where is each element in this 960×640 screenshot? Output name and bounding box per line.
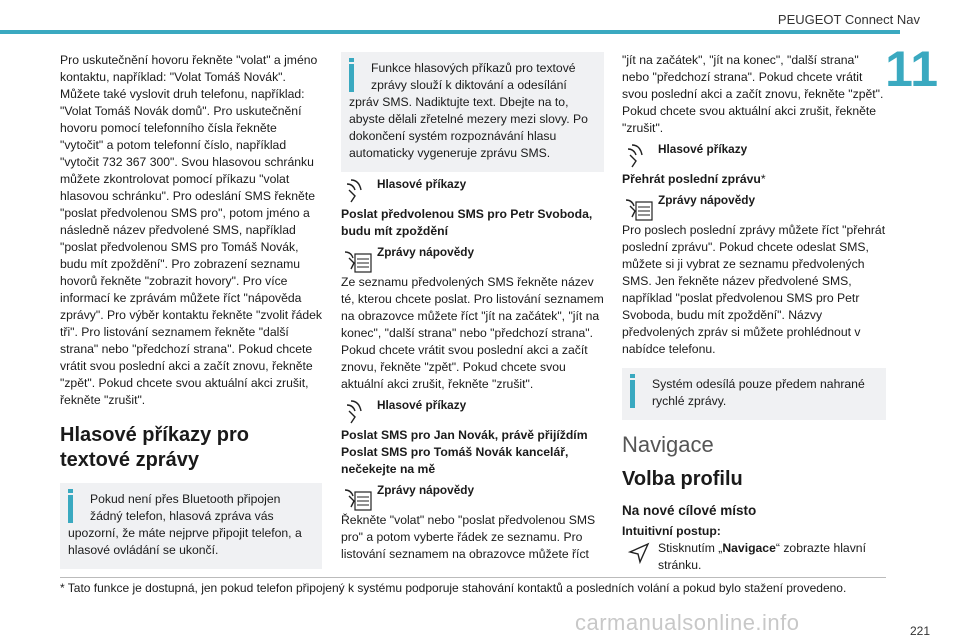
help-message-text: Řekněte "volat" nebo "poslat předvolenou SMS pro" a potom vyberte řádek ze seznamu. Pro listování seznamem na obrazovce můžete říct [341,513,596,561]
footnote-marker: * [760,172,766,186]
help-message-text: Ze seznamu předvolených SMS řekněte název té, kterou chcete poslat. Pro listování seznamem na obrazovce můžete říct "jít na začátek", "jít na konec", "další strana" nebo "předchozí strana". Pokud chcete vrátit svou poslední akci a začít znovu, řekněte "zpět". Pokud chcete svou aktuální akci zrušit, řekněte "zrušit". [341,275,604,391]
voice-command-example-row [622,171,886,188]
info-icon [68,495,73,523]
voice-command-label: Hlasové příkazy [658,142,748,156]
info-box [622,368,886,420]
help-message-label: Zprávy nápovědy [377,245,475,259]
info-lead: Pokud není přes Bluetooth připojen žádný telefon, hlasová zpráva vás [90,492,281,523]
help-message-label-row [622,192,886,222]
chapter-number: 11 [885,41,938,97]
help-message-text: Pro poslech poslední zprávy můžete říct "přehrát poslední zprávu". Pokud chcete odeslat SMS, můžete si ji vybrat ze seznamu předvolených SMS. Jen řekněte název předvolené SMS, například "poslat předvolenou SMS pro Petr Svoboda, budu mít zpoždění". Názvy předvolených zpráv si můžete prohlédnout v nabídce telefonu. [622,223,886,356]
footnote-divider [60,577,886,578]
info-lead: Systém odesílá pouze předem nahrané [652,377,865,391]
navigation-title: Navigace [622,432,714,457]
voice-command-example: Poslat SMS pro Jan Novák, právě přijíždím Poslat SMS pro Tomáš Novák kancelář, nečekejte na mě [341,428,588,476]
footnote: * Tato funkce je dostupná, jen pokud telefon připojený k systému podporuje stahování kontaktů a posledních volání a pokud bylo stažení provedeno. [60,581,847,595]
help-message-icon [341,244,375,274]
info-icon [349,64,354,92]
voice-command-label-row [341,397,604,427]
info-box [60,483,322,569]
voice-command-label: Hlasové příkazy [377,398,467,412]
voice-command-label-row [622,141,886,171]
header-rule [0,30,900,34]
info-text: upozorní, že máte nejprve připojit telefon, a hlasové ovládání se ukončí. [68,526,302,557]
info-text: zpráv SMS. Nadiktujte text. Dbejte na to, abyste dělali zřetelné mezery mezi slovy. Po dokončení systém rozpoznávání hlasu automaticky vygeneruje zprávu SMS. [349,95,588,160]
section-heading-sms: Hlasové příkazy pro textové zprávy [60,424,249,471]
voice-command-icon [341,176,375,206]
help-message-label: Zprávy nápovědy [658,193,756,207]
intuitive-label: Intuitivní postup: [622,524,721,538]
call-instructions: Pro uskutečnění hovoru řekněte "volat" a jméno kontaktu, například: "Volat Tomáš Novák". Můžete také vyslovit druh telefonu, například: "Volat Tomáš Novák domů". Pro uskutečnění hovoru pomocí telefonního čísla řekněte "vytočit" a potom telefonní číslo, například "vytočit 732 367 300". Svou hlasovou schránku můžete zkontrolovat pomocí příkazu "volat hlasovou schránku". Pro odeslání SMS řekněte "poslat předvolenou SMS pro", potom jméno a následně název předvolené SMS, například "poslat předvolenou SMS pro Tomáš Novák, budu mít zpoždění". Pro zobrazení seznamu hovorů řekněte "zobrazit hovory". Pro více informací ke zprávám můžete říct "nápověda zprávy". Pro výběr kontaktu řekněte "zvolit řádek tři". Pro listování seznamem řekněte "další strana" nebo "předchozí strana". Pokud chcete vrátit svou poslední akci a začít znovu, řekněte "zpět". Pokud chcete svou aktuální akci zrušit, řekněte "zrušit". [60,53,322,407]
voice-command-label-row [341,176,604,206]
info-icon [630,380,635,408]
voice-command-example: Přehrát poslední zprávu [622,172,761,186]
page-header-title: PEUGEOT Connect Nav [777,12,920,27]
voice-command-icon [622,141,656,171]
voice-command-label: Hlasové příkazy [377,177,467,191]
column-3 [622,52,886,574]
info-text: rychlé zprávy. [652,394,727,408]
profile-heading: Volba profilu [622,468,743,490]
help-message-icon [341,482,375,512]
help-message-label-row [341,244,604,274]
info-box [341,52,604,172]
destination-heading: Na nové cílové místo [622,503,757,518]
voice-command-icon [341,397,375,427]
help-message-continued: "jít na začátek", "jít na konec", "další strana" nebo "předchozí strana". Pokud chcete vrátit svou poslední akci a začít znovu, řekněte "zpět". Pokud chcete svou aktuální akci zrušit, řekněte "zrušit". [622,53,884,135]
column-1 [60,52,322,569]
navigation-step-text: Stisknutím „Navigace“ zobrazte hlavní stránku. [658,541,866,572]
page-number: 221 [909,624,930,638]
help-message-label-row [341,482,604,512]
navigation-step [622,540,886,574]
help-message-icon [622,192,656,222]
watermark: carmanualsonline.info [575,610,800,635]
info-lead: Funkce hlasových příkazů pro textové zprávy slouží k diktování a odesílání [371,61,576,92]
voice-command-example: Poslat předvolenou SMS pro Petr Svoboda, budu mít zpoždění [341,207,593,238]
help-message-label: Zprávy nápovědy [377,483,475,497]
navigation-arrow-icon [622,540,656,570]
column-2 [341,52,604,563]
